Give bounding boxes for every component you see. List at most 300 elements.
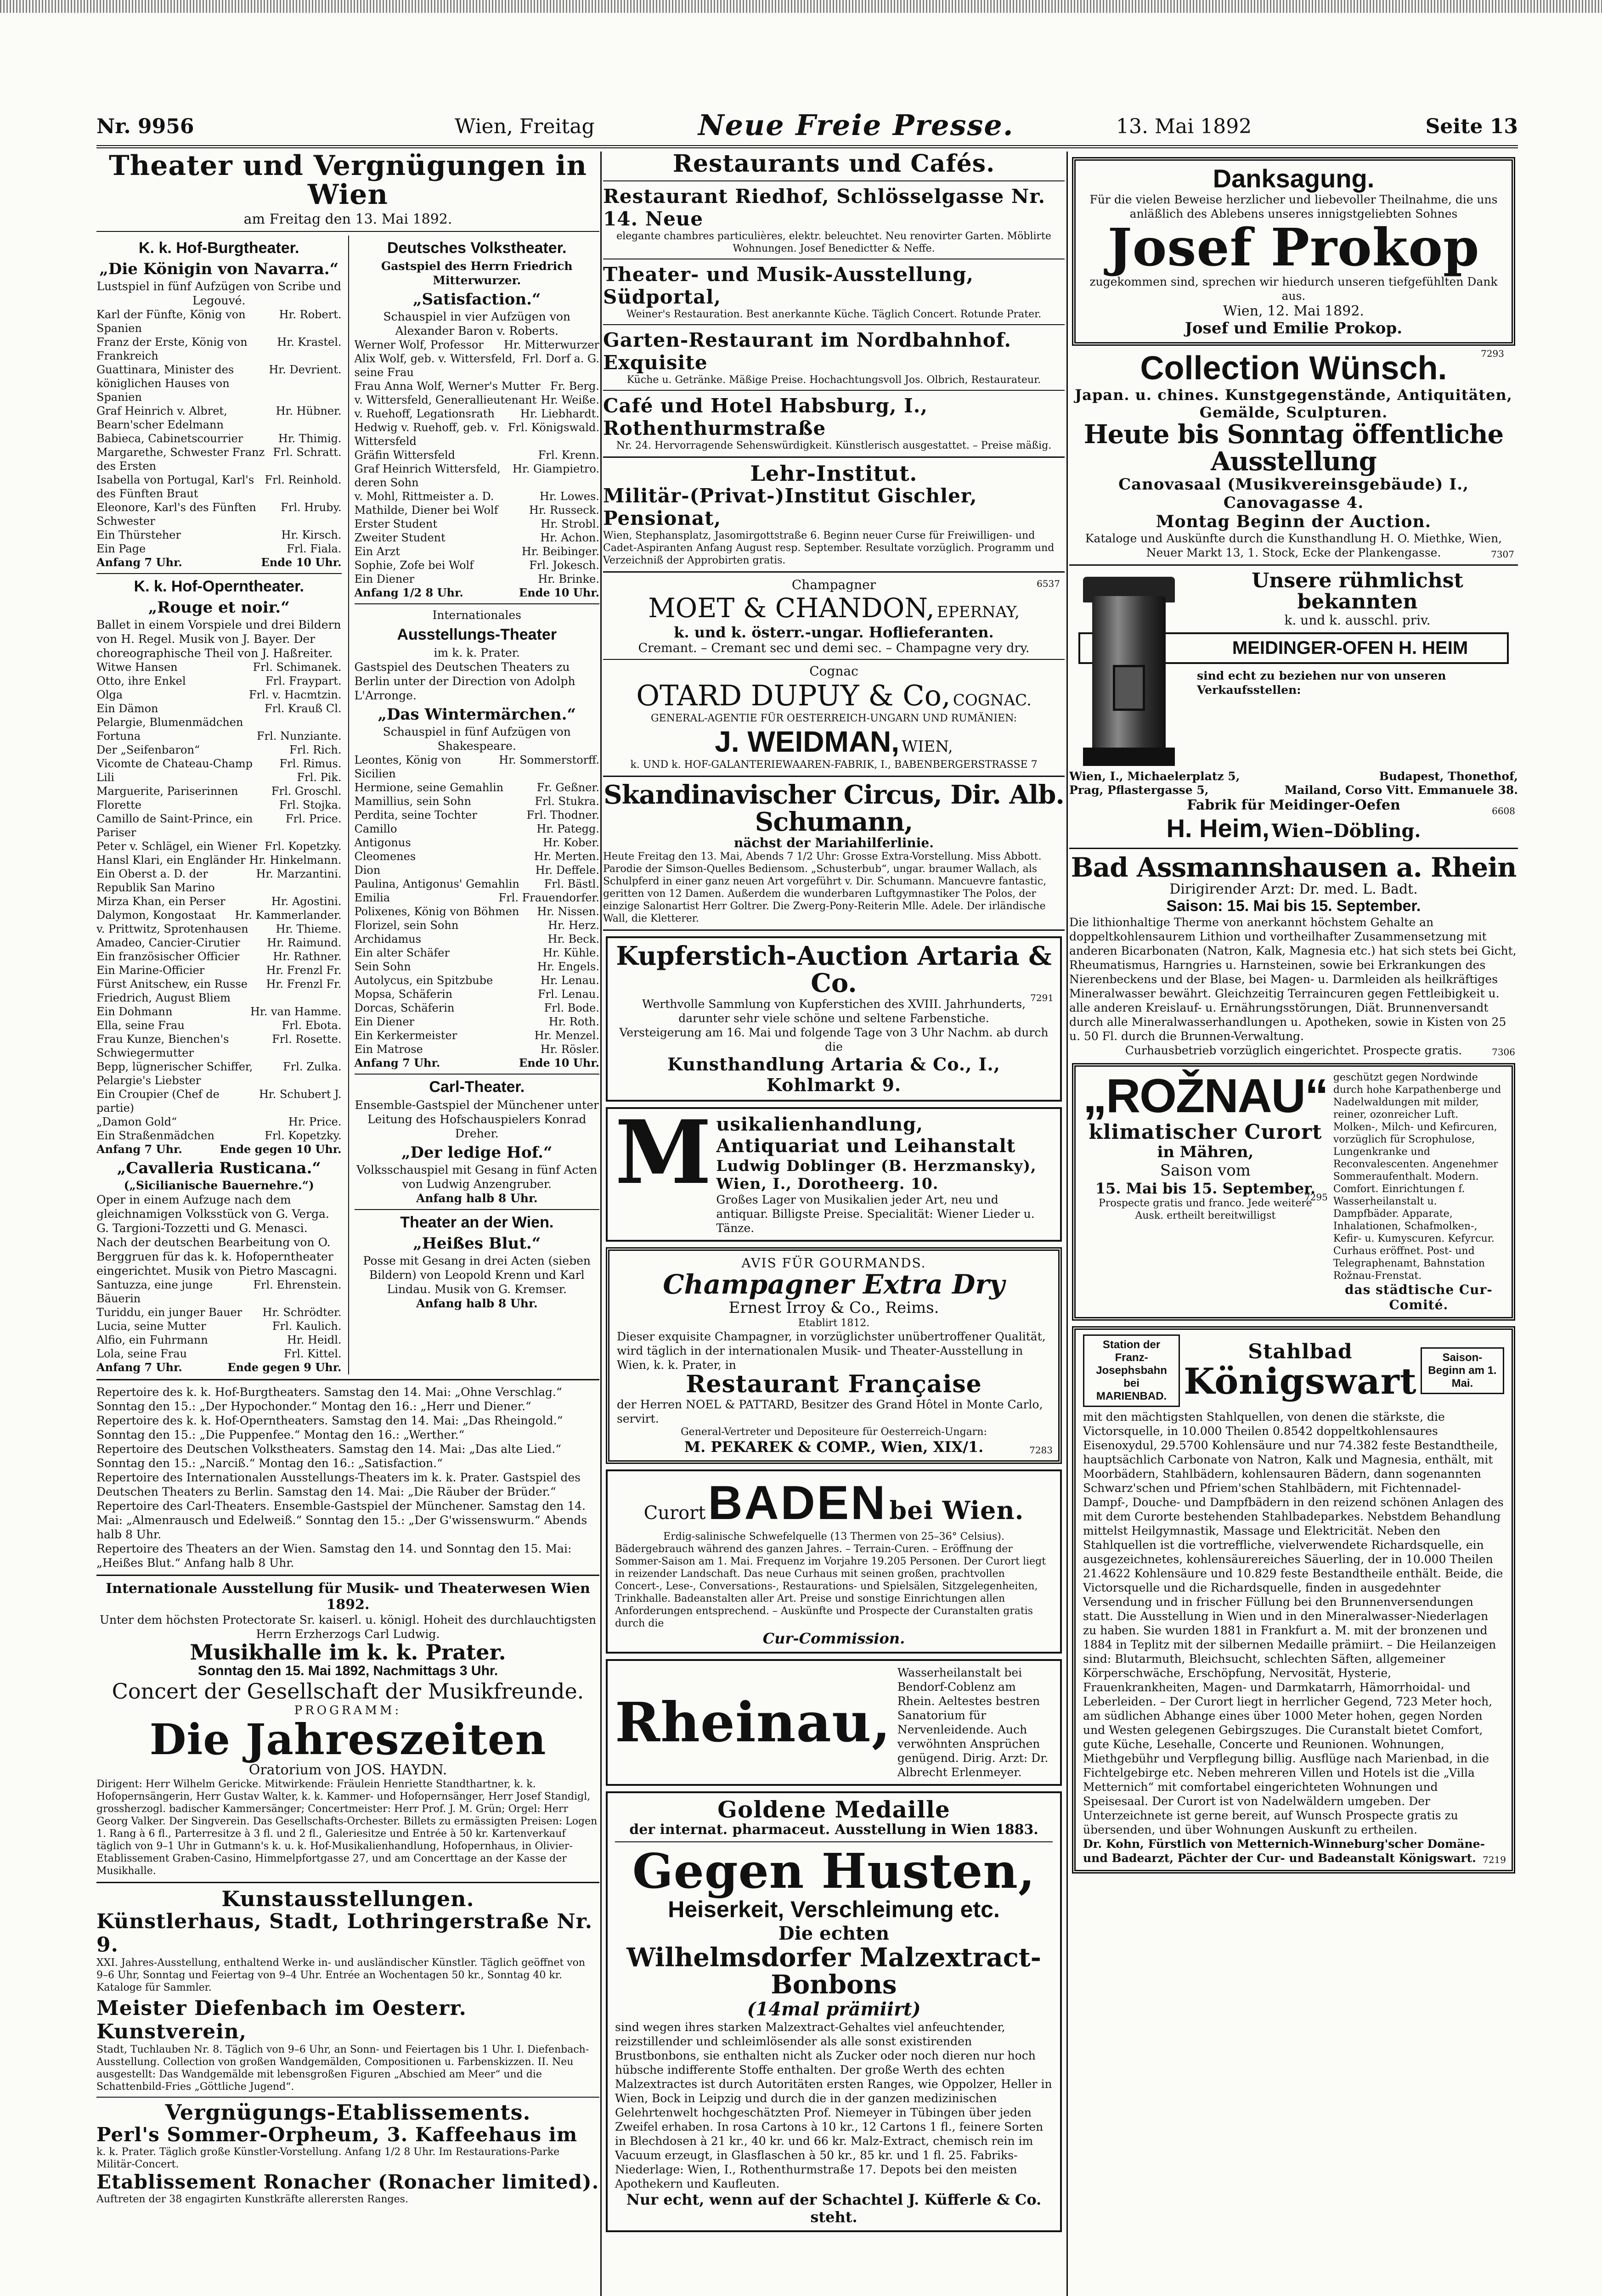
baden-text: Bädergebrauch während des ganzen Jahres. – Terrain-Curen. – Eröffnung der Sommer-Saison am 1. Mai. Frequenz im Vorjahre 19.205 Personen. Der Curort liegt in reizender Landschaft. Das neue Curhaus mit seinen großen, prachtvollen Concert-, Lese-, Conversations-, Restaurations- und Spielsälen, Sitzgelegenheiten, Trinkhalle. Badeanstalten aller Art. Preise und sonstige Einrichtungen allen Anforderungen entsprechend. – Auskünfte und Prospecte der Curanstalten gratis durch die xyxy=(615,1543,1046,1629)
lehr-institut-sub: Wien, Stephansplatz, Jasomirgottstraße 6. Beginn neuer Curse für Freiwilligen- und Cadet-Aspiranten Anfang August resp. September. Resultate vorzüglich. Programm und Verzeichniß der Approbirten gratis. xyxy=(603,529,1055,566)
heim-title: Unsere rühmlichst bekannten xyxy=(1252,568,1463,613)
cast-line: Florette Frl. Stojka. xyxy=(96,799,342,811)
cast-line: Olga Frl. v. Hacmtzin. xyxy=(96,688,342,701)
weidman-line xyxy=(603,725,1065,759)
issue-date: 13. Mai 1892 xyxy=(1116,115,1252,138)
cafe-habsburg: Café und Hotel Habsburg, I., Rothenthurmstraße xyxy=(603,394,928,439)
operntheater-times: Anfang 7 Uhr. Ende gegen 10 Uhr. xyxy=(96,1142,342,1156)
divider xyxy=(603,659,1065,660)
francaise-text: der Herren NOEL & PATTARD, Besitzer des Grand Hôtel in Monte Carlo, servirt. xyxy=(617,1397,1043,1425)
etablissement-ronacher: Etablissement Ronacher (Ronacher limited). xyxy=(96,2171,599,2194)
husten-title: Gegen Husten, xyxy=(632,1843,1036,1900)
burgtheater-times: Anfang 7 Uhr. Ende 10 Uhr. xyxy=(96,556,342,569)
assmannshausen-arzt: Dirigirender Arzt: Dr. med. L. Badt. xyxy=(1169,881,1418,898)
volkstheater-cast xyxy=(355,338,600,586)
etablissement-perl-text: k. k. Prater. Täglich große Künstler-Vorstellung. Anfang 1/2 8 Uhr. Im Restaurations-Parke Militär-Concert. xyxy=(96,2146,560,2171)
ad-number: 7219 xyxy=(1483,1854,1506,1866)
restaurant-nordbahnhof-sub: Küche u. Getränke. Mäßige Preise. Hochachtungsvoll Jos. Olbrich, Restaurateur. xyxy=(626,374,1041,386)
kunst-kuenstlerhaus: Künstlerhaus, Stadt, Lothringerstraße Nr. 9. xyxy=(96,1910,593,1957)
theater-an-der-wien-desc: Posse mit Gesang in drei Acten (sieben Bildern) von Leopold Krenn und Karl Lindau. Musik von G. Kremser. xyxy=(363,1254,591,1296)
cavalleria-sub: („Sicilianische Bauernehre.“) xyxy=(124,1179,314,1192)
wuensch-title: Collection Wünsch. xyxy=(1140,350,1447,387)
moet-types: Cremant. – Cremant sec und demi sec. – Champagne very dry. xyxy=(638,641,1030,655)
cast-line: Ein Page Frl. Fiala. xyxy=(96,542,342,555)
oven-base xyxy=(1083,748,1175,766)
repertoire-item: Repertoire des k. k. Hof-Burgtheaters. Samstag den 14. Mai: „Ohne Verschlag.“ Sonntag den 15.: „Der Hypochonder.“ Montag den 16.: „Herr und Diener.“ xyxy=(96,1385,562,1413)
cast-line: Guattinara, Minister des königlichen Hauses von Spanien Hr. Devrient. xyxy=(96,363,342,404)
roznau-main xyxy=(1083,1071,1328,1312)
malzextract-ad xyxy=(606,1791,1062,2232)
cast-line: Ein Diener Hr. Roth. xyxy=(354,1015,599,1028)
cast-line: Hansl Klari, ein Engländer Hr. Hinkelmann. xyxy=(96,854,342,867)
divider xyxy=(1069,848,1518,849)
assmannshausen-text: Die lithionhaltige Therme von anerkannt höchstem Gehalte an doppeltkohlensaurem Lithion und vortheilhafter Zusammensetzung mit anderen Bicarbonaten (Natron, Kalk, Magnesia etc.) hat sich stets bei Gicht, Rheumatismus, Harngries u. Harnsteinen, sowie bei Erkrankungen des Nierenbeckens und der Blase, bei Magen- u. Darmleiden als heilkräftiges Mineralwasser bewährt. Gleichzeitig Terraincuren gegen Fettleibigkeit u. alle anderen Kreislauf- u. Ernährungsstörungen, Diät. Brunnenversandt durch alle Mineralwasserhandlungen u. Apotheken, sowie in Kisten von 25 u. 50 Fl. durch die Brunnen-Verwaltung. xyxy=(1069,916,1517,1043)
cast-line: Witwe Hansen Frl. Schimanek. xyxy=(96,661,342,674)
baden-ad xyxy=(606,1469,1062,1654)
cast-line: Paulina, Antigonus' Gemahlin Frl. Bästl. xyxy=(354,878,599,890)
doblinger-ad xyxy=(606,1101,1062,1242)
cavalleria-play: „Cavalleria Rusticana.“ xyxy=(117,1159,321,1177)
roznau-dates: 15. Mai bis 15. September. xyxy=(1095,1179,1316,1197)
page-top-border xyxy=(0,0,1602,13)
moet-name: MOET & CHANDON, xyxy=(648,592,935,624)
heim-firm-line xyxy=(1069,813,1518,843)
pekarek-name: M. PEKAREK & COMP., Wien, XIX/1. xyxy=(684,1438,984,1456)
burgtheater-play: „Die Königin von Navarra.“ xyxy=(99,260,339,278)
cast-line: Ein Marine-Officier Hr. Frenzl Fr. xyxy=(96,964,342,977)
roznau-kur: klimatischer Curort xyxy=(1089,1120,1322,1144)
koenigswart-ad xyxy=(1072,1326,1515,1874)
roznau-prosp: Prospecte gratis und franco. Jede weitere Ausk. ertheilt bereitwilligst xyxy=(1099,1197,1312,1221)
cast-line: Graf Heinrich v. Albret, Bearn'scher Edelmann Hr. Hübner. xyxy=(96,405,342,431)
musik-programm: PROGRAMM: xyxy=(294,1704,402,1718)
operntheater-cast xyxy=(96,660,342,1142)
moet-ad xyxy=(603,577,1065,771)
column-ads-right xyxy=(1069,152,1518,2296)
cast-line: Amadeo, Cancier-Cirutier Hr. Raimund. xyxy=(96,936,342,949)
heim-places-row: Wien, I., Michaelerplatz 5, Budapest, Thonethof, xyxy=(1069,769,1518,783)
cast-line: Ein französischer Officier Hr. Rathner. xyxy=(96,950,342,963)
divider xyxy=(603,390,1065,391)
koenigswart-sign: Dr. Kohn, Fürstlich von Metternich-Winneburg'scher Domäne- und Badearzt, Pächter der Cur- und Badeanstalt Königswart. xyxy=(1083,1837,1485,1865)
wuensch-heute: Heute bis Sonntag öffentliche Ausstellung xyxy=(1083,419,1504,477)
weidman-place: WIEN, xyxy=(902,737,953,756)
musik-pre: Internationale Ausstellung für Musik- und Theaterwesen Wien 1892. xyxy=(106,1581,590,1613)
divider xyxy=(603,456,1065,458)
cast-line: Ein Kerkermeister Hr. Menzel. xyxy=(354,1029,599,1042)
roznau-side xyxy=(1333,1071,1504,1312)
repertoire-item: Repertoire des Deutschen Volkstheaters. Samstag den 14. Mai: „Das alte Lied.“ Sonntag den 15.: „Narciß.“ Montag den 16.: „Satisfaction.“ xyxy=(96,1442,562,1470)
baden-sub: Erdig-salinische Schwefelquelle (13 Thermen von 25–36° Celsius). xyxy=(663,1531,1004,1542)
cast-line: v. Ruehoff, Legationsrath Hr. Liebhardt. xyxy=(354,407,599,420)
column-ads-middle xyxy=(603,152,1065,2296)
roznau-side-text: geschützt gegen Nordwinde durch hohe Karpathenberge und Nadelwaldungen mit milder, reiner, ozonreicher Luft. Molken-, Milch- und Kefircuren, vorzüglich für Scrophulose, Lungenkranke und Reconvalescenten. Angenehmer Sommeraufenthalt. Modern. Comfort. Einrichtungen f. Wasserheilanstalt u. Dampfbäder. Apparate, Inhalationen, Schafmolken-, Kefir- u. Kumyscuren. Kefyrcur. Curhaus eröffnet. Post- und Telegraphenamt, Bahnstation Rožnau-Frenstat. xyxy=(1333,1072,1501,1282)
cast-line: Graf Heinrich Wittersfeld, deren Sohn Hr. Giampietro. xyxy=(354,462,599,489)
gourmands-label: AVIS FÜR GOURMANDS. xyxy=(741,1255,926,1271)
ausstellung-sub: im k. k. Prater. xyxy=(434,646,520,659)
cognac-label: Cognac xyxy=(809,663,858,679)
volkstheater-play: „Satisfaction.“ xyxy=(412,290,541,309)
artaria-title: Kupferstich-Auction Artaria & Co. xyxy=(616,941,1052,999)
cast-line: Florizel, sein Sohn Hr. Herz. xyxy=(354,919,599,932)
ausstellung-desc: Schauspiel in fünf Aufzügen von Shakespeare. xyxy=(383,725,571,753)
restaurant-suedportal: Theater- und Musik-Ausstellung, Südportal, xyxy=(603,263,974,308)
weidman-name: J. WEIDMAN, xyxy=(715,725,900,758)
moet-line xyxy=(603,592,1065,624)
cast-line: „Damon Gold“ Hr. Price. xyxy=(96,1115,342,1128)
cafe-habsburg-sub: Nr. 24. Hervorragende Sehenswürdigkeit. Künstlerisch ausgestattet. – Preise mäßig. xyxy=(616,439,1052,451)
cast-line: Ein Thürsteher Hr. Kirsch. xyxy=(96,529,342,541)
danksagung-title: Danksagung. xyxy=(1213,164,1375,193)
cast-line: Erster Student Hr. Strobl. xyxy=(354,518,599,530)
cast-line: Vicomte de Chateau-Champ Frl. Rimus. xyxy=(96,757,342,770)
cast-line: Ein Dämon Frl. Krauß Cl. xyxy=(96,702,342,715)
repertoire-item: Repertoire des Internationalen Ausstellungs-Theaters im k. k. Prater. Gastspiel des Deutschen Theaters zu Berlin. Samstag den 14. Mai: „Die Räuber der Brüder.“ xyxy=(96,1471,581,1498)
cast-line: Lola, seine Frau Frl. Kittel. xyxy=(96,1347,342,1360)
doblinger-title: usikalienhandlung, Antiquariat und Leihanstalt xyxy=(716,1114,1016,1157)
heim-ad xyxy=(1069,570,1518,843)
kunst-diefenbach-text: Stadt, Tuchlauben Nr. 8. Täglich von 9–6 Uhr, an Sonn- und Feiertagen bis 1 Uhr. I. Diefenbach-Ausstellung. Collection von großen Wandgemälden, Compositionen u. Farbenskizzen. II. Neu ausgestellt: Das Wandgemälde mit lebensgroßen Figuren „Abschied am Meer“ und die Schattenbild-Fries „Göttliche Jugend“. xyxy=(96,2044,589,2093)
assmannshausen-title: Bad Assmannshausen a. Rhein xyxy=(1071,851,1517,883)
assmannshausen-text2: Curhausbetrieb vorzüglich eingerichtet. Prospecte gratis. xyxy=(1125,1044,1462,1058)
cast-line: Mopsa, Schäferin Frl. Lenau. xyxy=(354,988,599,1001)
cast-line: Babieca, Cabinetscourrier Hr. Thimig. xyxy=(96,432,342,445)
cast-line: Hedwig v. Ruehoff, geb. v. Wittersfeld Frl. Königswald. xyxy=(354,421,599,448)
rheinau-text: Wasserheilanstalt bei Bendorf-Coblenz am Rhein. Aeltestes bestren Sanatorium für Nervenleidende. Auch verwöhnten Ansprüchen genügend. Dirig. Arzt: Dr. Albrecht Erlenmeyer. xyxy=(897,1666,1049,1779)
ad-number: 7295 xyxy=(1304,1192,1328,1203)
theater-listings xyxy=(96,236,599,1374)
cast-line: Ella, seine Frau Frl. Ebota. xyxy=(96,1019,342,1032)
section-title-theater: Theater und Vergnügungen in Wien xyxy=(108,152,587,211)
date-line: am Freitag den 13. Mai 1892. xyxy=(243,211,452,227)
cast-line: Ein Oberst a. D. der Republik San Marino Hr. Marzantini. xyxy=(96,867,342,894)
burgtheater-cast xyxy=(96,308,342,556)
repertoire-item: Repertoire des k. k. Hof-Operntheaters. Samstag den 14. Mai: „Das Rheingold.“ Sonntag den 15.: „Die Puppenfee.“ Montag den 16.: „Werther.“ xyxy=(96,1414,563,1441)
cast-line: Werner Wolf, Professor Hr. Mitterwurzer xyxy=(354,338,599,351)
roznau-title: „ROŽNAU“ xyxy=(1083,1069,1328,1123)
volkstheater-desc: Schauspiel in vier Aufzügen von Alexander Baron v. Roberts. xyxy=(383,310,570,338)
danksagung-ad xyxy=(1072,157,1515,359)
operntheater-name: K. k. Hof-Operntheater. xyxy=(134,578,304,595)
roznau-place: in Mähren, xyxy=(1157,1142,1254,1161)
carltheater-play: „Der ledige Hof.“ xyxy=(401,1143,553,1162)
volkstheater-guest: Gastspiel des Herrn Friedrich Mitterwurzer. xyxy=(381,259,573,287)
lehr-institut: Militär-(Privat-)Institut Gischler, Pensionat, xyxy=(603,484,977,529)
circus-title: Skandinavischer Circus, Dir. Alb. Schumann, xyxy=(604,779,1064,837)
ad-number: 6537 xyxy=(1037,578,1060,589)
repertoire-item: Repertoire des Carl-Theaters. Ensemble-Gastspiel der Münchener. Samstag den 14. Mai: „Almenrausch und Edelweiß.“ Sonntag den 15.: „Der G'wissenswurm.“ Abends halb 8 Uhr. xyxy=(96,1499,587,1541)
wuensch-sub: Japan. u. chines. Kunstgegenstände, Antiquitäten, Gemälde, Sculpturen. xyxy=(1075,386,1512,421)
divider xyxy=(96,1379,599,1380)
heim-places-row: Prag, Pflastergasse 5, Mailand, Corso Vitt. Emmanuele 38. xyxy=(1069,783,1518,797)
city-day: Wien, Freitag xyxy=(455,115,595,138)
heim-fabrik: Fabrik für Meidinger-Oefen xyxy=(1187,797,1400,813)
koenigswart-title: Stahlbad xyxy=(1248,1340,1353,1364)
column-rule xyxy=(1066,152,1068,2296)
heim-sub: k. und k. ausschl. priv. xyxy=(1284,612,1431,628)
operntheater-play: „Rouge et noir.“ xyxy=(148,598,290,617)
carltheater-name: Carl-Theater. xyxy=(429,1078,525,1096)
divider xyxy=(603,324,1065,325)
circus-sub: nächst der Mariahilferlinie. xyxy=(734,835,934,851)
champagner-label: Champagner xyxy=(791,577,876,592)
medaille-sub: der internat. pharmaceut. Ausstellung in Wien 1883. xyxy=(629,1822,1038,1838)
restaurant-suedportal-sub: Weiner's Restauration. Best anerkannte Küche. Täglich Concert. Rotunde Prater. xyxy=(626,308,1042,320)
cast-line: Isabella von Portugal, Karl's des Fünften Braut Frl. Reinhold. xyxy=(96,473,342,500)
cast-line: Dion Hr. Deffele. xyxy=(354,864,599,877)
ad-number: 7293 xyxy=(1481,348,1504,359)
circus-ad xyxy=(603,779,1065,925)
baden-post: bei Wien. xyxy=(889,1495,1024,1525)
extra-dry-title: Champagner Extra Dry xyxy=(663,1269,1005,1300)
danksagung-text: Für die vielen Beweise herzlicher und liebevoller Theilnahme, die uns anläßlich des Ablebens unseres innigstgeliebten Sohnes xyxy=(1089,192,1498,220)
cast-line: Dalymon, Kongostaat Hr. Kammerlander. xyxy=(96,909,342,922)
ausstellung-theater-name: Ausstellungs-Theater xyxy=(397,626,557,643)
ad-number: 7306 xyxy=(1492,1047,1515,1058)
listings-left xyxy=(96,236,342,1374)
carltheater-desc: Ensemble-Gastspiel der Münchener unter Leitung des Hofschauspielers Konrad Dreher. xyxy=(355,1098,599,1140)
heim-text: sind echt zu beziehen nur von unseren Verkaufsstellen: xyxy=(1197,669,1446,697)
cast-line: Ein Matrose Hr. Rösler. xyxy=(354,1043,599,1056)
divider xyxy=(603,929,1065,931)
cast-line: Mathilde, Diener bei Wolf Hr. Russeck. xyxy=(354,504,599,517)
koenigswart-right: Saison-Beginn am 1. Mai. xyxy=(1421,1347,1504,1394)
cavalleria-times: Anfang 7 Uhr. Ende gegen 9 Uhr. xyxy=(96,1361,342,1374)
cast-line: Otto, ihre Enkel Frl. Fraypart. xyxy=(96,675,342,687)
koenigswart-title-block xyxy=(1184,1341,1417,1400)
agentie: GENERAL-AGENTIE FÜR OESTERREICH-UNGARN UND RUMÄNIEN: xyxy=(650,712,1017,724)
baden-sign: Cur-Commission. xyxy=(762,1629,905,1647)
cast-line: Marguerite, Pariserinnen Frl. Groschl. xyxy=(96,785,342,798)
koenigswart-text: mit den mächtigsten Stahlquellen, von denen die stärkste, die Victorsquelle, in 10.000 Theilen 0.8542 doppeltkohlensaures Eisenoxydul, 29.5700 Kohlensäure und nur 74.382 feste Bestandtheile, hauptsächlich Carbonate von Natron, Kalk und Magnesia, enthält, mit Moorbädern, Stahlbädern, kohlensauren Bädern, dann sogenannten Schwarz'schen und Pfriem'schen Stahlbädern, mit Fichtennadel-Dampf-, Douche- und Dampfbädern in den reizend schönen Anlagen des mit dem Curorte bestehenden Stahlbadeparkes. Nebstdem Behandlung mittelst Heilgymnastik, Massage und Elektricität. Neben den Stahlquellen ist die vortreffliche, vielverwendete Richardsquelle, ein ausgezeichnetes, kohlensäurereiches Säuerling, der in 10.000 Theilen 21.4622 Kohlensäure und 10.829 feste Bestandtheile enthält. Beide, die Victorsquelle und die Richardsquelle, finden in ausgedehnter Versendung und in frischer Füllung bei den Brunnenversendungen statt. Die Ausstellung in Wien und in den Mineralwasser-Niederlagen zu haben. Sie wurden 1881 in Frankfurt a. M. mit der bronzenen und 1884 in Teplitz mit der silbernen Medaille prämiirt. – Die Heilanzeigen sind: Blutarmuth, Bleichsucht, schlechten Säften, allgemeiner Körperschwäche, Erschöpfung, Nervosität, Hysterie, Frauenkrankheiten, Magen- und Darmkatarrh, Hämorrhoidal- und Leberleiden. – Der Curort liegt in herrlicher Gegend, 723 Meter hoch, am südlichen Abhange eines über 1000 Meter hohen, gegen Norden und Westen gelegenen Gebirgszuges. Die Curanstalt bietet Comfort, gute Küche, Lesehalle, Concerte und Reunionen. Wohnungen, Miethgebühr und Verpflegung billig. Ausflüge nach Marienbad, in die Fichtelgebirge etc. Neben mehreren Villen und Hotels ist die „Villa Metternich“ mit comfortabel eingerichteten Wohnungen und Speisesaal. Der Curort ist von Nadelwäldern umgeben. Der Unterzeichnete ist gerne bereit, auf Wunsch Prospecte gratis zu übersenden, und über Wohnungen Auskunft zu ertheilen. xyxy=(1083,1410,1504,1837)
burgtheater-desc: Lustspiel in fünf Aufzügen von Scribe und Legouvé. xyxy=(96,280,342,307)
heiser-title: Heiserkeit, Verschleimung etc. xyxy=(668,1896,1000,1923)
cast-line: Autolycus, ein Spitzbube Hr. Lenau. xyxy=(354,974,599,987)
assmannshausen-ad xyxy=(1069,851,1518,1058)
irroy-text: Dieser exquisite Champagner, in vorzüglichster unübertroffener Qualität, wird täglich in der internationalen Musik- und Theater-Ausstellung in Wien, k. k. Prater, in xyxy=(617,1329,1046,1372)
musik-ausstellung-ad xyxy=(96,1581,599,1877)
kunst-diefenbach: Meister Diefenbach im Oesterr. Kunstverein, xyxy=(96,1997,467,2044)
cast-line: Sophie, Zofe bei Wolf Frl. Jokesch. xyxy=(354,559,599,572)
cast-line: Pelargie, Blumenmädchen xyxy=(96,716,243,729)
cavalleria-cast xyxy=(96,1278,342,1361)
cavalleria-desc: Oper in einem Aufzuge nach dem gleichnamigen Volksstück von G. Verga. G. Targioni-Tozzetti und G. Menasci. Nach der deutschen Bearbeitung von O. Berggruen für das k. k. Hofoperntheater eingerichtet. Musik von Pietro Mascagni. xyxy=(96,1193,338,1277)
page-header xyxy=(96,106,1518,147)
medaille-title: Goldene Medaille xyxy=(717,1795,950,1823)
wuensch-ad xyxy=(1069,351,1518,559)
cast-line: v. Wittersfeld, Generallieutenant Hr. Weiße. xyxy=(354,394,599,406)
otard-name: OTARD DUPUY & Co, xyxy=(636,678,951,712)
divider xyxy=(603,776,1065,777)
cast-line: Emilia Frl. Frauendorfer. xyxy=(354,891,599,904)
irroy-established: Etablirt 1812. xyxy=(798,1317,870,1329)
roznau-saison: Saison vom xyxy=(1160,1161,1251,1180)
wuensch-place: Canovasaal (Musikvereinsgebäude) I., Canovagasse 4. xyxy=(1118,475,1469,512)
oven-door xyxy=(1113,665,1145,711)
cast-line: Ein Diener Hr. Brinke. xyxy=(354,573,599,585)
cast-line: Perdita, seine Tochter Frl. Thodner. xyxy=(354,809,599,822)
cast-line: Camillo Hr. Pategg. xyxy=(354,822,599,835)
malz-title: Wilhelmsdorfer Malzextract-Bonbons xyxy=(626,1942,1041,2000)
cast-line: Fortuna Frl. Nunziante. xyxy=(96,730,342,743)
cast-line: v. Prittwitz, Sprotenhausen Hr. Thieme. xyxy=(96,923,342,935)
divider xyxy=(603,571,1065,573)
cast-line: Frau Anna Wolf, Werner's Mutter Fr. Berg. xyxy=(354,380,599,393)
divider xyxy=(1069,564,1518,566)
repertoire-list xyxy=(96,1385,599,1570)
issue-number: Nr. 9956 xyxy=(96,115,194,138)
kunst-kuenstlerhaus-text: XXI. Jahres-Ausstellung, enthaltend Werke in- und ausländischer Künstler. Täglich geöffnet von 9–6 Uhr, Sonntag und Feiertag von 9–4 Uhr. Entrée an Wochentagen 50 kr., Sonntag 40 kr. Kataloge für Sammler. xyxy=(96,1957,586,1994)
page-number: Seite 13 xyxy=(1425,115,1518,138)
cast-line: Karl der Fünfte, König von Spanien Hr. Robert. xyxy=(96,308,342,335)
cast-line: Franz der Erste, König von Frankreich Hr. Krastel. xyxy=(96,336,342,362)
doblinger-text: Großes Lager von Musikalien jeder Art, neu und antiquar. Billigste Preise. Specialität: Wiener Lieder u. Tänze. xyxy=(716,1193,1035,1235)
musik-when: Sonntag den 15. Mai 1892, Nachmittags 3 Uhr. xyxy=(197,1663,498,1679)
divider xyxy=(603,180,1065,181)
divider xyxy=(615,1841,1053,1842)
oven-illustration-icon xyxy=(1069,573,1189,766)
divider xyxy=(96,1575,599,1576)
cast-line: Lucia, seine Mutter Frl. Kaulich. xyxy=(96,1320,342,1333)
masthead: Neue Freie Presse. xyxy=(698,108,1014,142)
doblinger-name: Ludwig Doblinger (B. Herzmansky), Wien, I., Dorotheerg. 10. xyxy=(716,1157,1037,1193)
malz-text: sind wegen ihres starken Malzextract-Gehaltes viel anfeuchtender, reizstillender und schleimlösender als alle sonst existirenden Brustbonbons, sie enthalten nicht als Zucker oder noch dieren nur hoch hübsche indifferente Stoffe enthalten. Der große Werth des echten Malzextractes ist durch Autoritäten ersten Ranges, wie Oppolzer, Heller in Wien, Bock in Leipzig und durch die in der ganzen medizinischen Gelehrtenwelt hochgeschätzten Prof. Niemeyer in Tübingen über jeden Zweifel erhaben. In rosa Cartons à 10 kr., 12 Cartons 1 fl., feinere Sorten in Blechdosen à 21 kr., 40 kr. und 66 kr. Malz-Extract, chemisch rein im Vacuum erzeugt, in Glasflaschen à 50 kr., 85 kr. und 1 fl. 25. Fabriks-Niederlage: Wien, I., Rothenthurmstraße 17. Depots bei den meisten Apothekern und Kaufleuten. xyxy=(615,2020,1052,2190)
etablissement-perl: Perl's Sommer-Orpheum, 3. Kaffeehaus im xyxy=(96,2123,578,2146)
cast-line: Hermione, seine Gemahlin Fr. Geßner. xyxy=(354,781,599,794)
cast-line: Bepp, lügnerischer Schiffer, Pelargie's Liebster Frl. Zulka. xyxy=(96,1060,342,1087)
depositaire: General-Vertreter und Depositeure für Oesterreich-Ungarn: xyxy=(681,1426,987,1438)
cast-line: v. Mohl, Rittmeister a. D. Hr. Lowes. xyxy=(354,490,599,503)
cast-line: Santuzza, eine junge Bäuerin Frl. Ehrenstein. xyxy=(96,1278,342,1305)
baden-pre: Curort xyxy=(643,1502,706,1524)
cast-line: Sein Sohn Hr. Engels. xyxy=(354,960,599,973)
roznau-ad xyxy=(1072,1063,1515,1321)
kunst-title: Kunstausstellungen. xyxy=(221,1886,474,1911)
praemiirt: (14mal prämiirt) xyxy=(747,1998,921,2020)
ausstellung-cast xyxy=(355,753,600,1056)
column-rule xyxy=(600,152,602,2296)
cast-line: Polixenes, König von Böhmen Hr. Nissen. xyxy=(354,905,599,918)
baden-title: BADEN xyxy=(708,1476,887,1530)
cast-line: Ein alter Schäfer Hr. Kühle. xyxy=(354,946,599,959)
ausstellung-times: Anfang 7 Uhr. Ende 10 Uhr. xyxy=(354,1056,599,1069)
volkstheater-name: Deutsches Volkstheater. xyxy=(387,239,567,257)
ad-number: 7291 xyxy=(1030,992,1054,1004)
assmannshausen-saison: Saison: 15. Mai bis 15. September. xyxy=(1166,897,1421,915)
artaria-sign: Kunsthandlung Artaria & Co., I., Kohlmarkt 9. xyxy=(667,1054,1000,1096)
cast-line: Peter v. Schlägel, ein Wiener Frl. Kopetzky. xyxy=(96,840,342,853)
musik-work: Die Jahreszeiten xyxy=(149,1715,547,1765)
cast-line: Frau Kunze, Bienchen's Schwiegermutter Frl. Rosette. xyxy=(96,1033,342,1059)
cast-line: Margarethe, Schwester Franz des Ersten Frl. Schratt. xyxy=(96,446,342,473)
otard-place: COGNAC. xyxy=(953,691,1032,709)
restaurant-riedhof: Restaurant Riedhof, Schlösselgasse Nr. 14. Neue xyxy=(603,185,1046,230)
cast-line: Ein Arzt Hr. Beibinger. xyxy=(354,545,599,558)
heim-logo: MEIDINGER-OFEN H. HEIM xyxy=(1078,632,1509,664)
wuensch-text: Kataloge und Auskünfte durch die Kunsthandlung H. O. Miethke, Wien, Neuer Markt 13, 1. Stock, Ecke der Plankengasse. xyxy=(1085,531,1502,559)
cast-line: Mamillius, sein Sohn Frl. Stukra. xyxy=(354,795,599,808)
divider xyxy=(96,1882,599,1883)
restaurant-nordbahnhof: Garten-Restaurant im Nordbahnhof. Exquisite xyxy=(603,328,1011,374)
musik-details: Dirigent: Herr Wilhelm Gericke. Mitwirkende: Fräulein Henriette Standthartner, k. k. Hofopernsängerin, Herr Gustav Walter, k. k. Kammer- und Hofopernsänger, Herr Josef Standigl, grossherzogl. badischer Kammersänger; Concertmeister: Herr Prof. J. M. Grün; Orgel: Herr Georg Valker. Der Singverein. Das Gesellschafts-Orchester. Billets zu ermässigten Preisen: Logen 1. Rang à 6 fl., Parterresitze à 3 fl. und 2 fl., Galeriesitze und Entrée à 50 kr. Kartenverkauf täglich von 9–1 Uhr in Gutmann's k. u. k. Hof-Musikalienhandlung, Hofopernhaus, in Olivier-Etablissement Graben-Casino, Himmelpfortgasse 27, und am Concerttage an der Kasse der Musikhalle. xyxy=(96,1778,598,1877)
divider xyxy=(96,573,342,574)
lehr-title: Lehr-Institut. xyxy=(750,461,918,486)
ad-number: 7307 xyxy=(1491,548,1514,560)
danksagung-name: Josef Prokop xyxy=(1107,217,1480,278)
cast-line: Der „Seifenbaron“ Frl. Rich. xyxy=(96,743,342,756)
header-rule xyxy=(96,145,1518,148)
ad-number: 7283 xyxy=(1029,1444,1053,1456)
irroy-name: Ernest Irroy & Co., Reims. xyxy=(728,1298,939,1317)
ausstellung-pre: Internationales xyxy=(432,608,521,622)
cast-line: Camillo de Saint-Prince, ein Pariser Frl. Price. xyxy=(96,812,342,839)
theater-an-der-wien-play: „Heißes Blut.“ xyxy=(413,1234,541,1253)
musik-hall: Musikhalle im k. k. Prater. xyxy=(190,1640,506,1665)
listings-right xyxy=(348,236,600,1374)
cast-line: Eleonore, Karl's des Fünften Schwester Frl. Hruby. xyxy=(96,501,342,528)
koenigswart-name: Königswart xyxy=(1184,1360,1417,1402)
rheinau-ad xyxy=(606,1659,1062,1786)
carltheater-play-desc: Volksschauspiel mit Gesang in fünf Acten von Ludwig Anzengruber. xyxy=(356,1163,598,1191)
cast-line: Archidamus Hr. Beck. xyxy=(354,933,599,945)
cast-line: Leontes, König von Sicilien Hr. Sommerstorff. xyxy=(354,754,599,780)
heim-firm: H. Heim, xyxy=(1166,813,1269,843)
heim-firm-place: Wien–Döbling. xyxy=(1271,820,1421,842)
rheinau-title: Rheinau, xyxy=(615,1690,891,1754)
cast-line: Ein Croupier (Chef de partie) Hr. Schubert J. xyxy=(96,1088,342,1114)
divider xyxy=(355,1074,600,1075)
moet-place: EPERNAY, xyxy=(936,602,1020,621)
ausstellung-guest: Gastspiel des Deutschen Theaters zu Berlin unter der Direction von Adolph L'Arronge. xyxy=(354,660,575,702)
restaurant-riedhof-sub: elegante chambres particulières, elektr. beleuchtet. Neu renovirter Garten. Möblirte Wohnungen. Josef Benedictter & Neffe. xyxy=(616,230,1051,254)
weidman-sub: k. UND k. HOF-GALANTERIEWAAREN-FABRIK, I., BABENBERGERSTRASSE 7 xyxy=(630,759,1038,771)
malz-sign: Nur echt, wenn auf der Schachtel J. Küfferle & Co. steht. xyxy=(626,2190,1042,2226)
restaurant-francaise: Restaurant Française xyxy=(686,1370,982,1398)
operntheater-desc: Ballet in einem Vorspiele und drei Bildern von H. Regel. Musik von J. Bayer. Der choreographische Theil von J. Haßreiter. xyxy=(96,618,341,660)
cast-line: Turiddu, ein junger Bauer Hr. Schrödter. xyxy=(96,1306,342,1319)
column-theater xyxy=(96,152,599,2296)
carltheater-times: Anfang halb 8 Uhr. xyxy=(416,1192,538,1205)
baden-line xyxy=(615,1476,1053,1531)
repertoire-item: Repertoire des Theaters an der Wien. Samstag den 14. und Sonntag den 15. Mai: „Heißes Blut.“ Anfang halb 8 Uhr. xyxy=(96,1542,572,1570)
cast-line: Alix Wolf, geb. v. Wittersfeld, seine Frau Frl. Dorf a. G. xyxy=(354,352,599,379)
ad-number: 6608 xyxy=(1492,805,1515,816)
musik-composer: Oratorium von JOS. HAYDN. xyxy=(248,1761,447,1778)
divider xyxy=(355,1209,600,1210)
cast-line: Mirza Khan, ein Perser Hr. Agostini. xyxy=(96,895,342,908)
cast-line: Alfio, ein Fuhrmann Hr. Heidl. xyxy=(96,1334,342,1346)
divider xyxy=(96,231,599,232)
cast-line: Friedrich, August Bliem xyxy=(96,991,231,1004)
cast-line: Cleomenes Hr. Merten. xyxy=(354,850,599,863)
cast-line: Lili Frl. Pik. xyxy=(96,771,342,784)
burgtheater-name: K. k. Hof-Burgtheater. xyxy=(139,239,299,257)
etablissements-title: Vergnügungs-Etablissements. xyxy=(165,2100,531,2125)
musik-patron: Unter dem höchsten Protectorate Sr. kaiserl. u. königl. Hoheit des durchlauchtigsten Herrn Erzherzogs Carl Ludwig. xyxy=(99,1613,597,1641)
cast-line: Dorcas, Schäferin Frl. Bode. xyxy=(354,1002,599,1014)
koenigswart-left: Station der Franz-Josephsbahn bei MARIENBAD. xyxy=(1083,1334,1180,1407)
doblinger-initial: M xyxy=(615,1101,712,1204)
theater-an-der-wien-name: Theater an der Wien. xyxy=(400,1214,554,1231)
circus-text: Heute Freitag den 13. Mai, Abends 7 1/2 Uhr: Grosse Extra-Vorstellung. Miss Abbott. Parodie der Simson-Quelles Bediensom. „Schusterbub“, ungar. braumer Wallach, als Schulpferd in einer ganz neuen Art vorgeführt v. Dir. Schumann. Mancuevre fantastic, geritten von 12 Damen. Außerdem die wunderbaren Luftgymnastiker The Polos, der einzige Salonartist Herr Goltrer. Die Zwerg-Pony-Reiterin Mlle. Adele. Der irländische Wall, die Kletterer. xyxy=(603,851,1047,925)
theater-an-der-wien-times: Anfang halb 8 Uhr. xyxy=(416,1297,538,1310)
cast-line: Ein Straßenmädchen Frl. Kopetzky. xyxy=(96,1129,342,1142)
die-echten: Die echten xyxy=(778,1923,890,1945)
volkstheater-times: Anfang 1/2 8 Uhr. Ende 10 Uhr. xyxy=(354,586,599,599)
danksagung-date: Wien, 12. Mai 1892. xyxy=(1223,303,1364,320)
otard-line xyxy=(603,679,1065,712)
koenigswart-header xyxy=(1083,1334,1504,1407)
